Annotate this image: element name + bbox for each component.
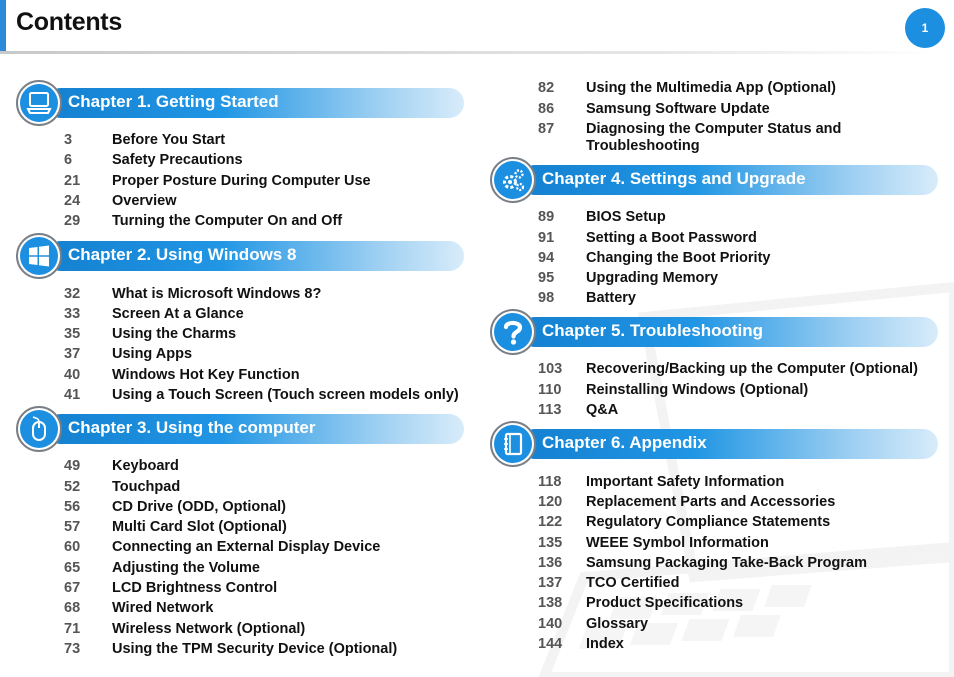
entry-title-continued: Troubleshooting [586,138,700,154]
page-number: 98 [538,290,555,306]
page-number: 103 [538,361,563,377]
page-number: 24 [64,193,81,209]
entry-title: LCD Brightness Control [112,580,278,596]
gears-icon [499,166,527,194]
chapter-bar [46,241,464,271]
page-number: 118 [538,474,562,490]
entry-title: Changing the Boot Priority [586,250,771,266]
entry-title: Keyboard [112,458,179,474]
chapter-title: Chapter 2. Using Windows 8 [68,245,297,264]
entry-title: Overview [112,193,177,209]
chapter-icon-badge [16,80,62,126]
chapter-bar [520,317,938,347]
page-number: 89 [538,209,555,225]
page-number: 33 [64,306,81,322]
page-number: 37 [64,346,81,362]
page-number: 52 [64,479,81,495]
page-number: 40 [64,367,81,383]
chapter-title: Chapter 1. Getting Started [68,92,279,111]
page-number: 71 [64,621,81,637]
page-number: 91 [538,230,555,246]
page-number: 120 [538,494,563,510]
page-number: 56 [64,499,81,515]
entry-title: Touchpad [112,479,181,495]
entry-title: Upgrading Memory [586,270,719,286]
entry-title: Windows Hot Key Function [112,367,300,383]
entry-title: Reinstalling Windows (Optional) [586,382,809,398]
page-number: 6 [64,152,73,168]
entry-title: CD Drive (ODD, Optional) [112,499,287,515]
chapter-bar [46,414,464,444]
page-number: 3 [64,132,73,148]
question-mark-icon [501,318,525,346]
entry-title: Wireless Network (Optional) [112,621,306,637]
chapter-title: Chapter 4. Settings and Upgrade [542,169,806,188]
chapter-bar [520,429,938,459]
page-number: 122 [538,514,563,530]
entry-title: Glossary [586,616,649,632]
page-number: 35 [64,326,81,342]
entry-title: Using the Charms [112,326,237,342]
page-number: 110 [538,382,562,398]
entry-title: Samsung Software Update [586,101,770,117]
entry-title: Setting a Boot Password [586,230,757,246]
header-accent-bar [0,0,6,52]
entry-title: Proper Posture During Computer Use [112,173,371,189]
page-number: 41 [64,387,81,403]
page-number: 32 [64,286,81,302]
entry-title: Important Safety Information [586,474,785,490]
entry-title: Q&A [586,402,619,418]
page-number: 73 [64,641,81,657]
windows-logo-icon [27,244,51,268]
chapter-title: Chapter 5. Troubleshooting [542,321,764,340]
entry-title: Diagnosing the Computer Status and [586,121,842,137]
entry-title: Index [586,636,624,652]
page-number: 135 [538,535,563,551]
chapter-4-header[interactable] [490,157,938,205]
chapter-3-header[interactable] [16,406,464,454]
chapter-icon-badge [490,309,536,355]
entry-title: Screen At a Glance [112,306,244,322]
notebook-icon [501,431,525,457]
page-number: 136 [538,555,563,571]
page-number: 68 [64,600,81,616]
entry-title: Connecting an External Display Device [112,539,381,555]
page-number: 137 [538,575,563,591]
chapter-icon-badge [490,421,536,467]
page-number: 29 [64,213,81,229]
page-number: 113 [538,402,562,418]
chapter-2-header[interactable] [16,233,464,281]
page-number: 95 [538,270,555,286]
entry-title: What is Microsoft Windows 8? [112,286,322,302]
chapter-1-header[interactable] [16,80,464,128]
entry-title: Regulatory Compliance Statements [586,514,831,530]
page-number-badge: 1 [905,8,945,48]
page-number: 21 [64,173,81,189]
chapter-5-header[interactable] [490,309,938,357]
page-number: 144 [538,636,563,652]
chapter-icon-badge [490,157,536,203]
entry-title: Replacement Parts and Accessories [586,494,836,510]
chapter-bar [46,88,464,118]
laptop-icon [26,90,52,116]
chapter-title: Chapter 3. Using the computer [68,418,316,437]
page-number: 60 [64,539,81,555]
entry-title: Using Apps [112,346,193,362]
chapter-icon-badge [16,233,62,279]
page-number: 49 [64,458,81,474]
chapter-icon-badge [16,406,62,452]
entry-title: Product Specifications [586,595,744,611]
page-number: 57 [64,519,81,535]
entry-title: Safety Precautions [112,152,243,168]
chapter-bar [520,165,938,195]
entry-title: BIOS Setup [586,209,666,225]
mouse-icon [27,416,51,442]
entry-title: Using a Touch Screen (Touch screen models only) [112,387,459,403]
entry-title: TCO Certified [586,575,680,591]
page-number: 67 [64,580,81,596]
header-divider [0,51,940,54]
entry-title: Before You Start [112,132,226,148]
entry-title: Turning the Computer On and Off [112,213,343,229]
chapter-title: Chapter 6. Appendix [542,433,707,452]
entry-title: Using the Multimedia App (Optional) [586,80,836,96]
entry-title: Battery [586,290,636,306]
entry-title: Recovering/Backing up the Computer (Optional) [586,361,918,377]
chapter-6-header[interactable] [490,421,938,469]
page-number: 82 [538,80,555,96]
entry-title: Adjusting the Volume [112,560,260,576]
entry-title: WEEE Symbol Information [586,535,769,551]
entry-title: Samsung Packaging Take-Back Program [586,555,867,571]
page-number: 86 [538,101,555,117]
entry-title: Multi Card Slot (Optional) [112,519,287,535]
entry-title: Wired Network [112,600,214,616]
page-title: Contents [16,8,122,36]
page-number: 94 [538,250,555,266]
page-number: 140 [538,616,563,632]
page-number: 138 [538,595,563,611]
entry-title: Using the TPM Security Device (Optional) [112,641,398,657]
page-number: 65 [64,560,81,576]
page-number: 87 [538,121,555,137]
